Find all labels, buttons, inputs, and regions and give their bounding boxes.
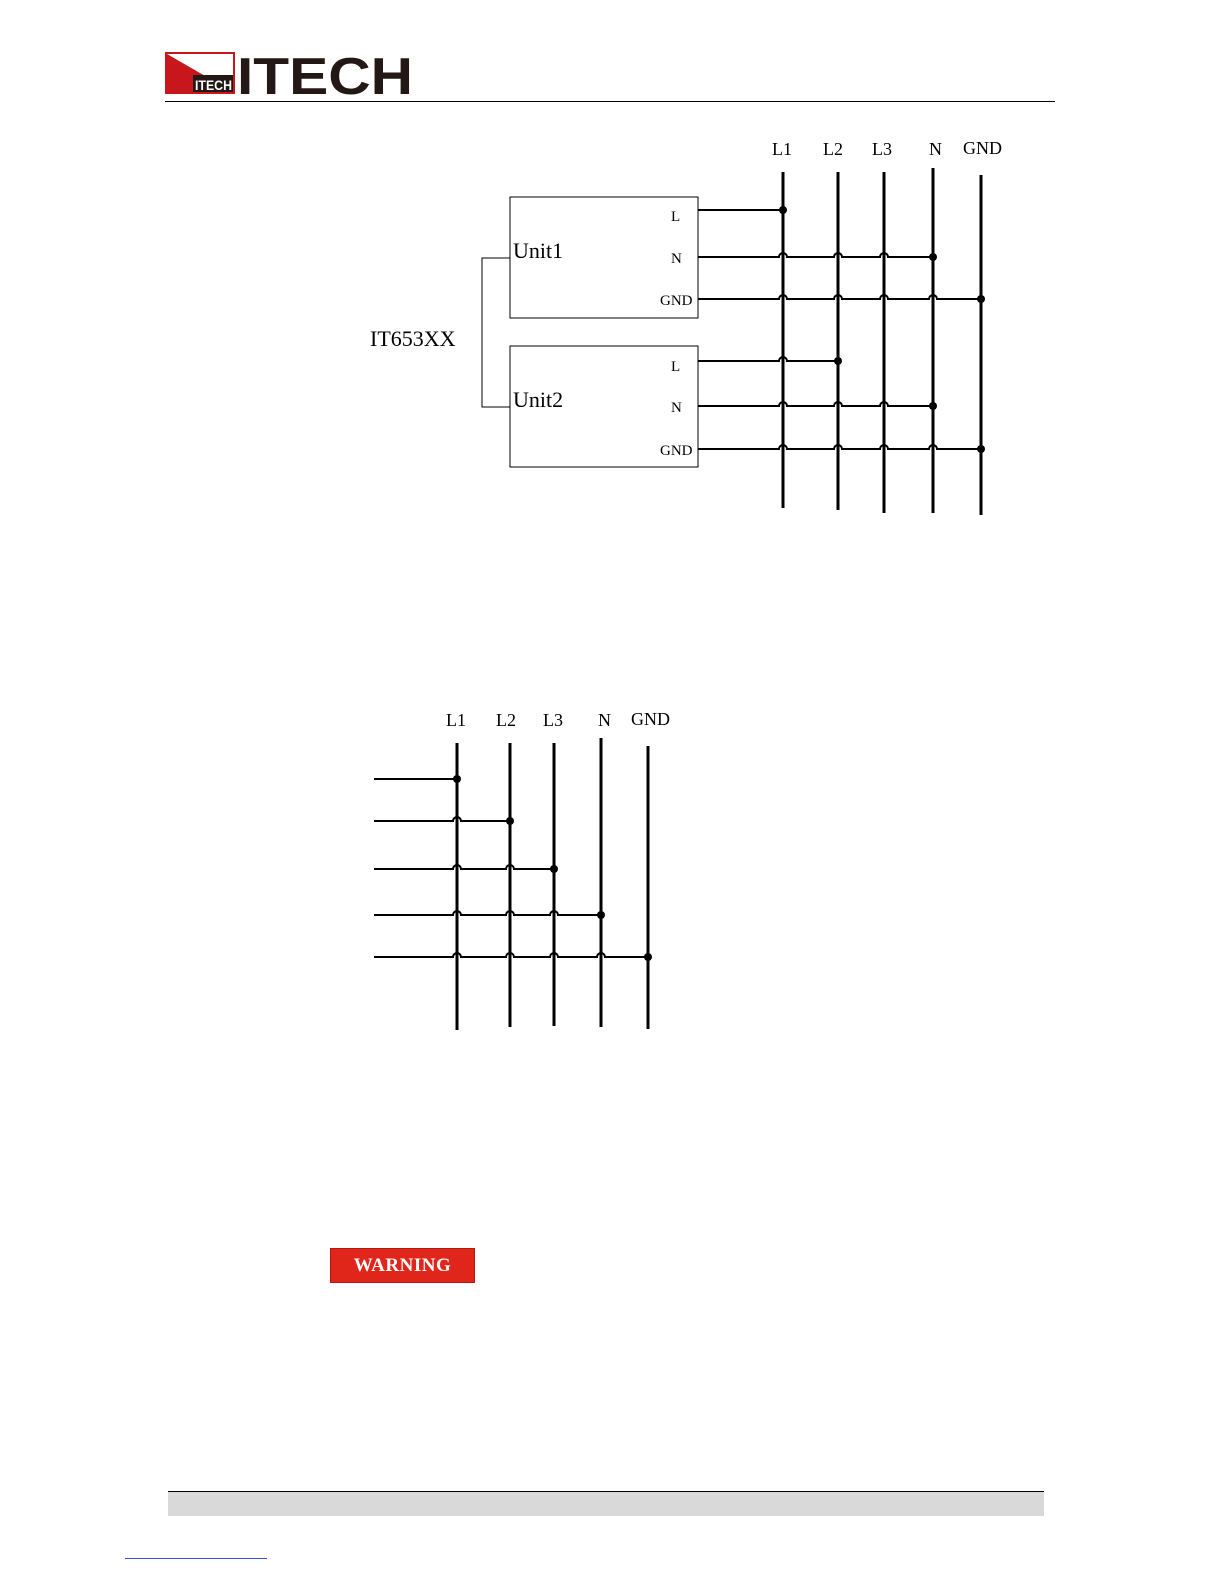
d1-junction-dot-3: [834, 357, 842, 365]
d1-wire-3: [698, 357, 838, 361]
d1-unit1-terminal-n: N: [671, 251, 682, 267]
d1-junction-dot-1: [929, 253, 937, 261]
d2-junction-dot-4: [644, 953, 652, 961]
d2-bus-label-gnd: GND: [631, 709, 670, 729]
logo-brand-text: ITECH: [237, 48, 413, 98]
logo-badge-text: ITECH: [195, 77, 232, 93]
d1-bus-label-l3: L3: [872, 139, 892, 159]
d2-junction-dot-0: [453, 775, 461, 783]
d1-junction-dot-5: [977, 445, 985, 453]
footer-bar: [168, 1491, 1044, 1516]
d2-bus-label-n: N: [598, 710, 611, 730]
d1-bus-label-n: N: [929, 139, 942, 159]
d2-bus-label-l3: L3: [543, 710, 563, 730]
d2-wire-1: [374, 817, 510, 821]
d2-wire-2: [374, 865, 554, 869]
d2-wire-3: [374, 911, 601, 915]
footer-link-underline: [125, 1558, 267, 1559]
d1-bus-label-l1: L1: [772, 139, 792, 159]
d1-unit2-terminal-n: N: [671, 400, 682, 416]
d1-bus-label-l2: L2: [823, 139, 843, 159]
d2-junction-dot-3: [597, 911, 605, 919]
d1-unit1-terminal-l: L: [671, 209, 681, 225]
d1-junction-dot-2: [977, 295, 985, 303]
d1-device-bracket: [482, 258, 510, 407]
d1-unit2-terminal-l: L: [671, 359, 681, 375]
warning-label: WARNING: [353, 1254, 452, 1276]
d1-junction-dot-4: [929, 402, 937, 410]
d1-wire-4: [698, 402, 933, 406]
d1-wire-1: [698, 253, 933, 257]
d1-bus-label-gnd: GND: [963, 138, 1002, 158]
d1-unit2-label: Unit2: [513, 387, 564, 412]
d2-junction-dot-2: [550, 865, 558, 873]
d2-bus-label-l1: L1: [446, 710, 466, 730]
d1-unit1-terminal-gnd: GND: [660, 293, 693, 309]
d1-device-label: IT653XX: [370, 326, 456, 351]
warning-badge: [330, 1248, 475, 1283]
d1-unit1-label: Unit1: [513, 238, 564, 263]
d1-unit2-terminal-gnd: GND: [660, 443, 693, 459]
d2-junction-dot-1: [506, 817, 514, 825]
d2-bus-label-l2: L2: [496, 710, 516, 730]
d1-junction-dot-0: [779, 206, 787, 214]
